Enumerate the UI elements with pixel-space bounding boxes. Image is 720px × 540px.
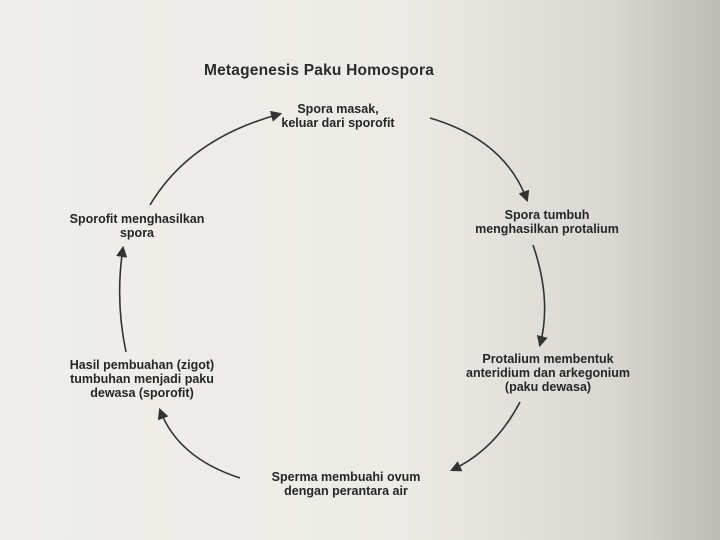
stage-line: Spora tumbuh: [504, 208, 590, 222]
stage-line: Hasil pembuahan (zigot): [69, 358, 215, 372]
stage-spora-masak: [258, 102, 418, 130]
stage-line: (paku dewasa): [504, 380, 592, 394]
stage-line: menghasilkan protalium: [475, 222, 619, 236]
stage-hasil-pembuahan: [52, 358, 232, 400]
stage-line: anteridium dan arkegonium: [466, 366, 630, 380]
stage-protalium: [448, 352, 648, 394]
arrow-protalium-to-sperma: [452, 402, 520, 470]
stage-line: Sperma membuahi ovum: [271, 470, 421, 484]
stage-line: Spora masak,: [297, 102, 379, 116]
arrow-masak-to-tumbuh: [430, 118, 527, 200]
diagram-title: Metagenesis Paku Homospora: [204, 62, 435, 79]
stage-spora-tumbuh: [462, 208, 632, 236]
stage-line: tumbuhan menjadi paku: [70, 372, 214, 386]
stage-sperma: [246, 470, 446, 498]
stage-sporofit: [62, 212, 212, 240]
stage-line: spora: [119, 226, 155, 240]
stage-line: dengan perantara air: [284, 484, 408, 498]
arrow-hasil-to-sporofit: [120, 248, 126, 352]
stage-line: Protalium membentuk: [482, 352, 614, 366]
stage-line: Sporofit menghasilkan: [69, 212, 205, 226]
stage-line: dewasa (sporofit): [90, 386, 194, 400]
arrow-tumbuh-to-protalium: [533, 245, 545, 345]
stage-line: keluar dari sporofit: [281, 116, 395, 130]
arrow-sperma-to-hasil: [160, 410, 240, 478]
